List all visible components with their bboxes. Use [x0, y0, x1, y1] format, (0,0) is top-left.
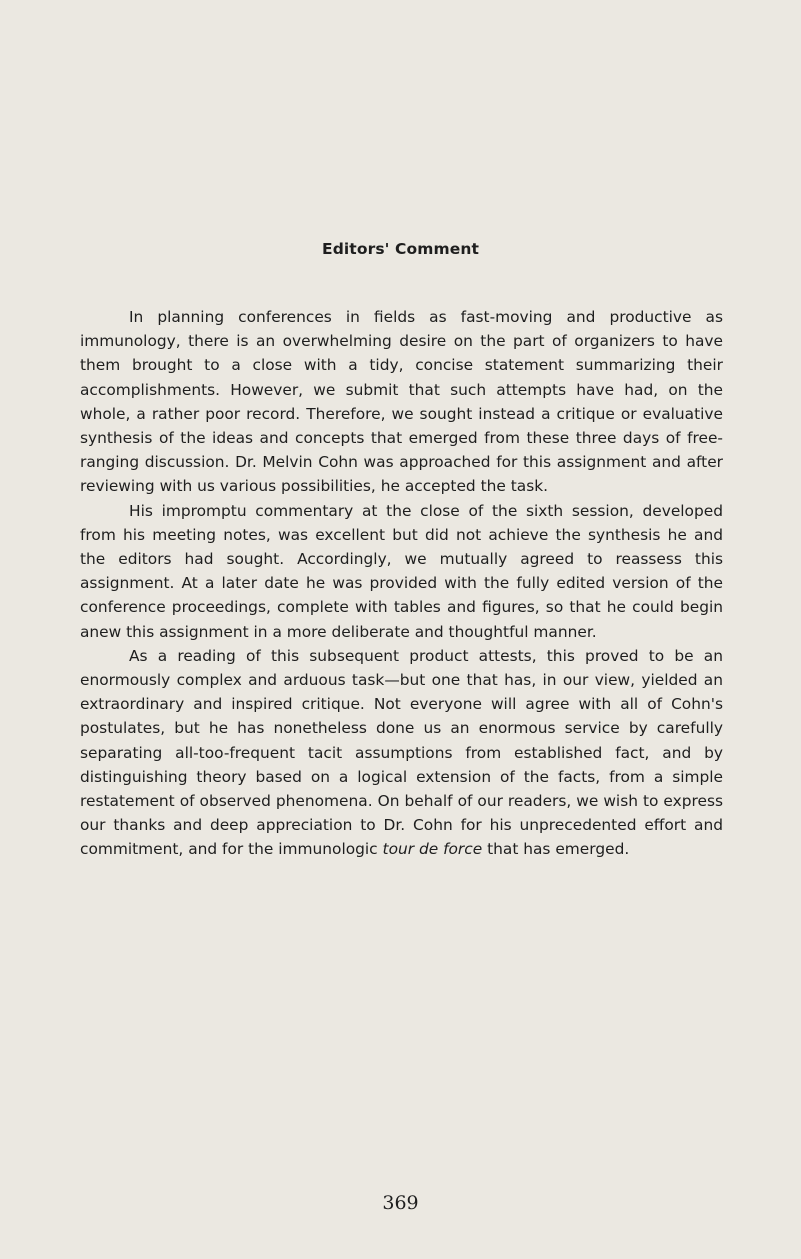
section-heading: Editors' Comment	[322, 240, 479, 258]
paragraph-2: His impromptu commentary at the close of the sixth session, developed from his meeting notes, was excellent but did not achieve the synthesis he and the editors had sought. Accordingly, we mutually agreed to reassess this assignment. At a later date he was provided with the fully edited version of the conference proceedings, complete with tables and figures, so that he could begin anew this assignment in a more deliberate and thoughtful manner.	[80, 501, 723, 641]
body-text	[80, 305, 723, 862]
paragraph-3-text-after: that has emerged.	[482, 840, 630, 859]
page-number: 369	[382, 1192, 419, 1214]
paragraph-3	[80, 644, 723, 862]
paragraph-3-text-before: As a reading of this subsequent product attests, this proved to be an enormously complex and arduous task—but one that has, in our view, yielded an extraordinary and inspired critique. Not everyone will agree with all of Cohn's postulates, but he has nonetheless done us an enormous service by carefully separating all-too-frequent tacit assumptions from established fact, and by distinguishing theory based on a logical extension of the facts, from a simple restatement of observed phenomena. On behalf of our readers, we wish to express our thanks and deep appreciation to Dr. Cohn for his unprecedented effort and commitment, and for the immunologic	[80, 646, 723, 859]
paragraph-1: In planning conferences in fields as fast-moving and productive as immunology, there is an overwhelming desire on the part of organizers to have them brought to a close with a tidy, concise statement summarizing their accomplishments. However, we submit that such attempts have had, on the whole, a rather poor record. Therefore, we sought instead a critique or evaluative synthesis of the ideas and concepts that emerged from these three days of free-ranging discussion. Dr. Melvin Cohn was approached for this assignment and after reviewing with us various possibilities, he accepted the task.	[80, 308, 723, 496]
italic-phrase: tour de force	[382, 840, 483, 859]
